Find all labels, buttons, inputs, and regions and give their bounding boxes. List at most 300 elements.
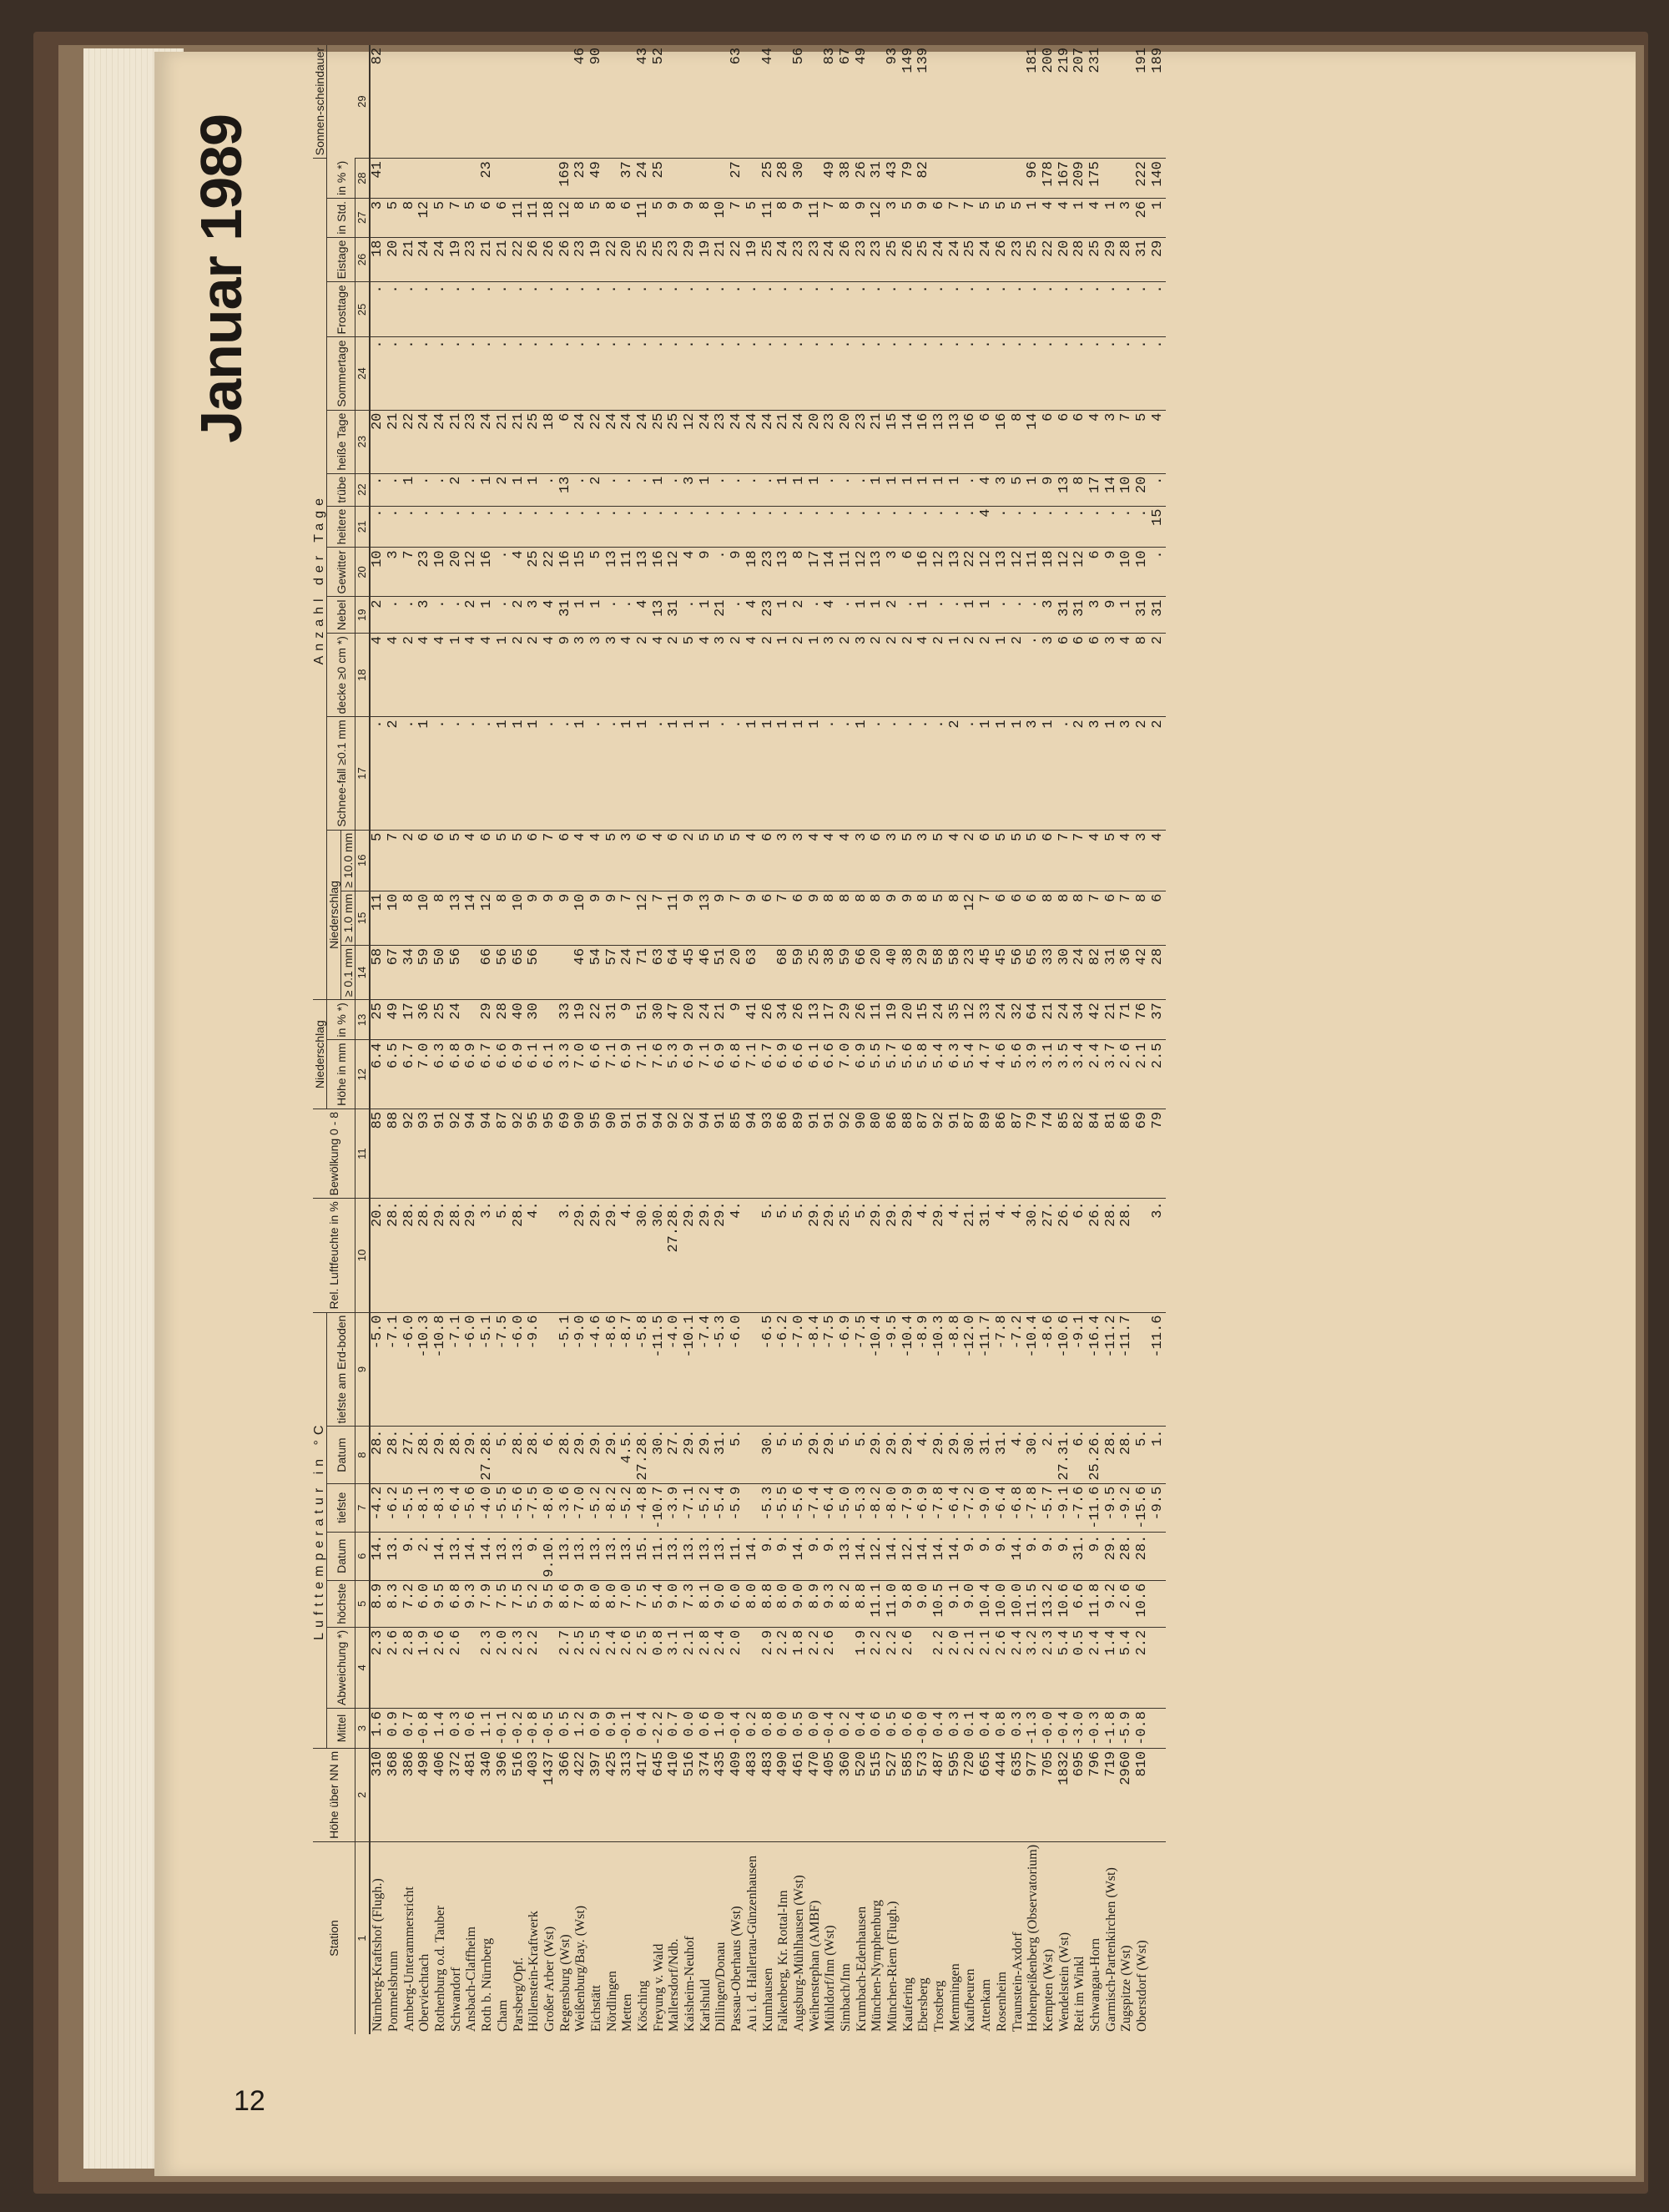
cell-rf: 93 bbox=[417, 1109, 433, 1198]
cell-hd: 13. bbox=[683, 1532, 698, 1580]
cell-sd: 31 bbox=[1135, 597, 1151, 634]
cell-td: 29. bbox=[464, 1427, 480, 1483]
table-row bbox=[620, 45, 636, 2034]
cell-so: . bbox=[947, 282, 963, 337]
cell-fr: 25 bbox=[1026, 237, 1041, 282]
table-row bbox=[1119, 45, 1135, 2034]
cell-fr: 29 bbox=[1150, 237, 1166, 282]
cell-h: 665 bbox=[979, 1748, 995, 1841]
cell-np: 20 bbox=[870, 945, 885, 999]
cell-h: 470 bbox=[807, 1748, 823, 1841]
cell-p3: 1 bbox=[620, 717, 636, 830]
cell-p1: 7 bbox=[651, 891, 667, 945]
column-number: 7 bbox=[355, 1483, 371, 1532]
cell-h: 483 bbox=[745, 1748, 761, 1841]
cell-td: 30. bbox=[963, 1427, 979, 1483]
cell-ge: . bbox=[776, 506, 792, 548]
cell-hs: . bbox=[1010, 337, 1026, 410]
cell-he: 1 bbox=[480, 473, 496, 506]
cell-hd: 9. bbox=[1041, 1532, 1057, 1580]
cell-h: 409 bbox=[729, 1748, 745, 1841]
cell-fr: 29 bbox=[683, 237, 698, 282]
cell-ne: 12 bbox=[464, 548, 480, 597]
cell-tr: 21 bbox=[496, 410, 512, 473]
cell-hd: 9. bbox=[760, 1532, 776, 1580]
cell-tn: -7.2 bbox=[963, 1483, 979, 1532]
cell-p1: 6 bbox=[1026, 891, 1041, 945]
cell-sd: 2 bbox=[464, 597, 480, 634]
station-name: Passau-Oberhaus (Wst) bbox=[729, 1906, 744, 2032]
cell-a: 2.0 bbox=[496, 1627, 512, 1708]
cell-sd: 4 bbox=[636, 597, 652, 634]
column-number: 17 bbox=[355, 717, 371, 830]
cell-he: . bbox=[854, 473, 870, 506]
cell-hx: 7.9 bbox=[573, 1580, 589, 1627]
cell-eb: -10.8 bbox=[433, 1312, 449, 1427]
cell-td: 29. bbox=[870, 1427, 885, 1483]
cell-a: 2.5 bbox=[573, 1627, 589, 1708]
cell-he: . bbox=[573, 473, 589, 506]
cell-fr: 25 bbox=[760, 237, 776, 282]
cell-sf: 2 bbox=[667, 634, 683, 717]
cell-rf: 92 bbox=[511, 1109, 527, 1198]
cell-bw: 5.7 bbox=[885, 1040, 901, 1109]
cell-hs: . bbox=[916, 337, 932, 410]
cell-hs: . bbox=[636, 337, 652, 410]
station-header: Station bbox=[313, 1841, 355, 2034]
cell-ge: . bbox=[839, 506, 855, 548]
cell-he: 20 bbox=[1135, 473, 1151, 506]
table-row bbox=[511, 45, 527, 2034]
cell-ge: . bbox=[480, 506, 496, 548]
cell-p3: 1 bbox=[417, 717, 433, 830]
cell-eb: -10.4 bbox=[900, 1312, 916, 1427]
station-name: Wendelstein (Wst) bbox=[1056, 1932, 1071, 2032]
cell-so: . bbox=[963, 282, 979, 337]
cell-p1: 9 bbox=[745, 891, 761, 945]
cell-so: . bbox=[542, 282, 558, 337]
cell-m: 1.4 bbox=[433, 1709, 449, 1749]
cell-ne: 16 bbox=[916, 548, 932, 597]
cell-ss: 209 bbox=[1072, 159, 1088, 199]
cell-p2: 5 bbox=[370, 830, 386, 891]
cell-p3: 1 bbox=[792, 717, 808, 830]
page-title: Januar 1989 bbox=[189, 114, 254, 443]
cell-ge: . bbox=[1026, 506, 1041, 548]
cell-sf: 1 bbox=[448, 634, 464, 717]
cell-a: 3.1 bbox=[667, 1627, 683, 1708]
cell-rf: 69 bbox=[557, 1109, 573, 1198]
cell-p1: 7 bbox=[776, 891, 792, 945]
cell-fr: 24 bbox=[979, 237, 995, 282]
cell-tn: -5.9 bbox=[729, 1483, 745, 1532]
altitude-header: Höhe über NN m bbox=[313, 1748, 355, 1841]
cell-eb: -4.0 bbox=[667, 1312, 683, 1427]
table-row bbox=[745, 45, 761, 2034]
station-name: Freyung v. Wald bbox=[651, 1943, 666, 2032]
cell-hs: . bbox=[604, 337, 620, 410]
cell-np: 29 bbox=[916, 945, 932, 999]
cell-p2: 6 bbox=[979, 830, 995, 891]
cell-hs: . bbox=[496, 337, 512, 410]
cell-ed: 29. bbox=[885, 1199, 901, 1312]
table-row bbox=[1150, 45, 1166, 2034]
cell-p1: 10 bbox=[417, 891, 433, 945]
cell-tn: -7.1 bbox=[683, 1483, 698, 1532]
cell-p1: 6 bbox=[792, 891, 808, 945]
cell-np: 46 bbox=[698, 945, 713, 999]
cell-rf: 81 bbox=[1103, 1109, 1119, 1198]
cell-he: 3 bbox=[995, 473, 1011, 506]
cell-ed: 29. bbox=[604, 1199, 620, 1312]
cell-ne: 12 bbox=[979, 548, 995, 597]
cell-nh: 24 bbox=[448, 1000, 464, 1040]
cell-tr: 16 bbox=[916, 410, 932, 473]
cell-ge: . bbox=[900, 506, 916, 548]
cell-ed: 28. bbox=[511, 1199, 527, 1312]
cell-sp: 207 bbox=[1072, 45, 1088, 159]
cell-ei: 7 bbox=[448, 198, 464, 237]
cell-np: 34 bbox=[401, 945, 417, 999]
cell-hx: 8.8 bbox=[760, 1580, 776, 1627]
cell-so: . bbox=[760, 282, 776, 337]
cell-tr: 16 bbox=[995, 410, 1011, 473]
cell-bw: 5.4 bbox=[963, 1040, 979, 1109]
cell-rf: 82 bbox=[1072, 1109, 1088, 1198]
cell-ei: 3 bbox=[370, 198, 386, 237]
cell-hd: 13. bbox=[604, 1532, 620, 1580]
cell-hx: 7.5 bbox=[636, 1580, 652, 1627]
cell-rf: 87 bbox=[963, 1109, 979, 1198]
cell-rf: 92 bbox=[401, 1109, 417, 1198]
cell-bw: 7.1 bbox=[698, 1040, 713, 1109]
cell-rf: 89 bbox=[792, 1109, 808, 1198]
cell-ed: 29. bbox=[713, 1199, 729, 1312]
cell-sp: 231 bbox=[1088, 45, 1104, 159]
cell-hd: 9. bbox=[1056, 1532, 1072, 1580]
cell-sd: . bbox=[807, 597, 823, 634]
cell-h: 595 bbox=[947, 1748, 963, 1841]
cell-ei: 5 bbox=[1010, 198, 1026, 237]
station-name: Schwandorf bbox=[448, 1967, 463, 2032]
cell-sp bbox=[932, 45, 948, 159]
cell-fr: 23 bbox=[854, 237, 870, 282]
cell-bw: 7.6 bbox=[651, 1040, 667, 1109]
cell-p2: 7 bbox=[1072, 830, 1088, 891]
cell-eb: -9.1 bbox=[1072, 1312, 1088, 1427]
cell-p3: 1 bbox=[807, 717, 823, 830]
cell-rf: 87 bbox=[916, 1109, 932, 1198]
column-number: 25 bbox=[355, 282, 371, 337]
cell-ne: 16 bbox=[480, 548, 496, 597]
cell-sd: . bbox=[1026, 597, 1041, 634]
cell-hx: 9.0 bbox=[963, 1580, 979, 1627]
cell-ss: 23 bbox=[573, 159, 589, 199]
cell-hs: . bbox=[511, 337, 527, 410]
cell-eb: -9.0 bbox=[573, 1312, 589, 1427]
cell-sf: 3 bbox=[589, 634, 605, 717]
cell-h: 310 bbox=[370, 1748, 386, 1841]
station-name bbox=[1150, 1841, 1166, 2034]
cell-p2: 6 bbox=[527, 830, 542, 891]
cell-p3: . bbox=[839, 717, 855, 830]
cell-sd: . bbox=[995, 597, 1011, 634]
cell-a: 2.6 bbox=[823, 1627, 839, 1708]
cell-he: . bbox=[745, 473, 761, 506]
cell-hd: 2. bbox=[417, 1532, 433, 1580]
table-row bbox=[667, 45, 683, 2034]
cell-fr: 25 bbox=[636, 237, 652, 282]
cell-ne: 13 bbox=[636, 548, 652, 597]
cell-p1: 9 bbox=[589, 891, 605, 945]
cell-h: 2960 bbox=[1119, 1748, 1135, 1841]
cell-hx: 8.1 bbox=[698, 1580, 713, 1627]
cell-hd: 13. bbox=[667, 1532, 683, 1580]
cell-bw: 6.7 bbox=[401, 1040, 417, 1109]
cell-td: 31. bbox=[979, 1427, 995, 1483]
cell-sf: 3 bbox=[823, 634, 839, 717]
cell-hd: 14. bbox=[792, 1532, 808, 1580]
cell-hx: 10.4 bbox=[979, 1580, 995, 1627]
cell-sd: 1 bbox=[870, 597, 885, 634]
cell-np: 24 bbox=[620, 945, 636, 999]
cell-hs: . bbox=[823, 337, 839, 410]
cell-td: 5. bbox=[776, 1427, 792, 1483]
cell-np: 59 bbox=[839, 945, 855, 999]
cloud-header: Bewölkung 0 - 8 bbox=[313, 1109, 355, 1198]
column-number: 19 bbox=[355, 597, 371, 634]
cell-tn: -6.8 bbox=[1010, 1483, 1026, 1532]
cell-np: 56 bbox=[496, 945, 512, 999]
cell-he: 1 bbox=[698, 473, 713, 506]
cell-td: 5. bbox=[792, 1427, 808, 1483]
station-name: Nördlingen bbox=[604, 1971, 619, 2032]
cell-ge: . bbox=[1135, 506, 1151, 548]
cell-m: 0.9 bbox=[386, 1709, 402, 1749]
cell-bw: 2.4 bbox=[1088, 1040, 1104, 1109]
cell-fr: 23 bbox=[792, 237, 808, 282]
cell-p3: 1 bbox=[573, 717, 589, 830]
cell-sf: 4 bbox=[370, 634, 386, 717]
cell-so: . bbox=[916, 282, 932, 337]
cell-sd: 1 bbox=[1119, 597, 1135, 634]
cell-so: . bbox=[1088, 282, 1104, 337]
cell-p1: 13 bbox=[448, 891, 464, 945]
cell-ei: 4 bbox=[1088, 198, 1104, 237]
cell-h: 396 bbox=[496, 1748, 512, 1841]
cell-a: 1.9 bbox=[854, 1627, 870, 1708]
cell-ss bbox=[713, 159, 729, 199]
cell-fr: 25 bbox=[963, 237, 979, 282]
cell-ne: 13 bbox=[995, 548, 1011, 597]
cell-so: . bbox=[854, 282, 870, 337]
cell-ne: 12 bbox=[1056, 548, 1072, 597]
cell-a bbox=[839, 1627, 855, 1708]
cell-np: 45 bbox=[979, 945, 995, 999]
cell-ei: 5 bbox=[386, 198, 402, 237]
cell-ss: 140 bbox=[1150, 159, 1166, 199]
cell-p3: . bbox=[963, 717, 979, 830]
cell-p2: 5 bbox=[900, 830, 916, 891]
cell-ne: 25 bbox=[527, 548, 542, 597]
cell-rf: 91 bbox=[823, 1109, 839, 1198]
cell-bw: 4.7 bbox=[979, 1040, 995, 1109]
clear-days-header: heitere bbox=[327, 506, 355, 548]
cell-m: -5.9 bbox=[1119, 1709, 1135, 1749]
cell-sd: 1 bbox=[963, 597, 979, 634]
cell-ed: 4. bbox=[1010, 1199, 1026, 1312]
cell-nh: 25 bbox=[370, 1000, 386, 1040]
cell-hs: . bbox=[542, 337, 558, 410]
cell-so: . bbox=[776, 282, 792, 337]
cell-ge: . bbox=[947, 506, 963, 548]
cell-m: 0.7 bbox=[401, 1709, 417, 1749]
cell-rf: 91 bbox=[620, 1109, 636, 1198]
cell-hx: 8.9 bbox=[370, 1580, 386, 1627]
cell-ed: 4. bbox=[995, 1199, 1011, 1312]
cell-m: 0.5 bbox=[557, 1709, 573, 1749]
cell-fr: 19 bbox=[698, 237, 713, 282]
cell-p1: 11 bbox=[370, 891, 386, 945]
column-number: 21 bbox=[355, 506, 371, 548]
cell-bw: 6.6 bbox=[589, 1040, 605, 1109]
cell-bw: 6.6 bbox=[823, 1040, 839, 1109]
cell-so: . bbox=[1119, 282, 1135, 337]
cell-sd: . bbox=[900, 597, 916, 634]
cell-tn bbox=[745, 1483, 761, 1532]
cell-he: 13 bbox=[1056, 473, 1072, 506]
cell-hx: 9.5 bbox=[542, 1580, 558, 1627]
cell-hd: 11. bbox=[729, 1532, 745, 1580]
cell-he: 1 bbox=[1026, 473, 1041, 506]
cell-ss: 27 bbox=[729, 159, 745, 199]
cell-ge: . bbox=[745, 506, 761, 548]
cell-hd: 14. bbox=[433, 1532, 449, 1580]
cell-hx: 8.3 bbox=[386, 1580, 402, 1627]
cell-he: . bbox=[620, 473, 636, 506]
cell-hs: . bbox=[620, 337, 636, 410]
cell-p1: 6 bbox=[760, 891, 776, 945]
cell-he: 1 bbox=[401, 473, 417, 506]
cell-np: 50 bbox=[433, 945, 449, 999]
cell-fr: 26 bbox=[542, 237, 558, 282]
station-name: Großer Arber (Wst) bbox=[542, 1926, 557, 2032]
cell-he: . bbox=[963, 473, 979, 506]
cell-h: 527 bbox=[885, 1748, 901, 1841]
cell-p1: 7 bbox=[729, 891, 745, 945]
cell-a: 3.2 bbox=[1026, 1627, 1041, 1708]
cell-rf: 95 bbox=[589, 1109, 605, 1198]
cell-p3: . bbox=[557, 717, 573, 830]
cell-td: 5. bbox=[854, 1427, 870, 1483]
cell-sd: 1 bbox=[979, 597, 995, 634]
cell-p3: . bbox=[885, 717, 901, 830]
cell-p3: . bbox=[401, 717, 417, 830]
cell-tr: 24 bbox=[745, 410, 761, 473]
cell-sd: 1 bbox=[854, 597, 870, 634]
cell-np: 66 bbox=[854, 945, 870, 999]
cell-ei: 5 bbox=[995, 198, 1011, 237]
cell-so: . bbox=[823, 282, 839, 337]
cell-eb: -8.8 bbox=[947, 1312, 963, 1427]
cell-ed: 29. bbox=[900, 1199, 916, 1312]
cell-hd: 14. bbox=[885, 1532, 901, 1580]
cell-so: . bbox=[433, 282, 449, 337]
cell-hd: 12. bbox=[870, 1532, 885, 1580]
cell-ge: . bbox=[604, 506, 620, 548]
precip-pct-header: in % *) bbox=[327, 1000, 355, 1040]
cell-he: 1 bbox=[807, 473, 823, 506]
cell-rf: 94 bbox=[745, 1109, 761, 1198]
cell-ei: 11 bbox=[760, 198, 776, 237]
cell-hs: . bbox=[792, 337, 808, 410]
cell-hd: 13. bbox=[386, 1532, 402, 1580]
cell-hd: 9. bbox=[963, 1532, 979, 1580]
cell-td: 29. bbox=[947, 1427, 963, 1483]
cell-a: 2.3 bbox=[370, 1627, 386, 1708]
cell-ss bbox=[542, 159, 558, 199]
cell-fr: 23 bbox=[807, 237, 823, 282]
cell-ed: 21. bbox=[963, 1199, 979, 1312]
cell-a: 0.5 bbox=[1072, 1627, 1088, 1708]
cell-p2: 6 bbox=[433, 830, 449, 891]
cell-rf: 88 bbox=[900, 1109, 916, 1198]
cell-m: -0.0 bbox=[916, 1709, 932, 1749]
cell-tr: 23 bbox=[854, 410, 870, 473]
cell-a: 2.2 bbox=[776, 1627, 792, 1708]
cell-hs: . bbox=[1135, 337, 1151, 410]
cell-hs: . bbox=[1056, 337, 1072, 410]
cell-tr: 22 bbox=[589, 410, 605, 473]
table-row bbox=[573, 45, 589, 2034]
cell-fr: 24 bbox=[823, 237, 839, 282]
cell-td: 28. bbox=[511, 1427, 527, 1483]
station-name: Garmisch-Partenkirchen (Wst) bbox=[1103, 1867, 1118, 2032]
cell-td: 29. bbox=[573, 1427, 589, 1483]
cell-sf: 8 bbox=[1135, 634, 1151, 717]
cell-m: -1.8 bbox=[1103, 1709, 1119, 1749]
cell-sd: . bbox=[683, 597, 698, 634]
cell-p3: 2 bbox=[947, 717, 963, 830]
cell-hs: . bbox=[433, 337, 449, 410]
cell-ss: 31 bbox=[870, 159, 885, 199]
table-row bbox=[448, 45, 464, 2034]
cell-he: . bbox=[713, 473, 729, 506]
cell-a: 2.1 bbox=[683, 1627, 698, 1708]
cell-ss bbox=[947, 159, 963, 199]
column-number: 11 bbox=[355, 1109, 371, 1198]
cell-bw: 7.1 bbox=[636, 1040, 652, 1109]
cell-p2: 3 bbox=[854, 830, 870, 891]
cell-hd: 9.10. bbox=[542, 1532, 558, 1580]
cell-rf: 92 bbox=[683, 1109, 698, 1198]
cell-sf: 6 bbox=[1056, 634, 1072, 717]
cell-ne: 15 bbox=[573, 548, 589, 597]
cell-td: 5. bbox=[839, 1427, 855, 1483]
cell-tn: -7.8 bbox=[932, 1483, 948, 1532]
cell-hx: 6.0 bbox=[417, 1580, 433, 1627]
cell-eb: -6.0 bbox=[511, 1312, 527, 1427]
table-row bbox=[651, 45, 667, 2034]
cell-h: 410 bbox=[667, 1748, 683, 1841]
cell-eb: -8.6 bbox=[1041, 1312, 1057, 1427]
cell-hd: 9. bbox=[401, 1532, 417, 1580]
cell-sd: . bbox=[386, 597, 402, 634]
cell-h: 481 bbox=[464, 1748, 480, 1841]
cell-hx: 9.0 bbox=[667, 1580, 683, 1627]
precip-days-header: Niederschlag bbox=[327, 830, 341, 1000]
station-name: Trostberg bbox=[932, 1980, 947, 2032]
